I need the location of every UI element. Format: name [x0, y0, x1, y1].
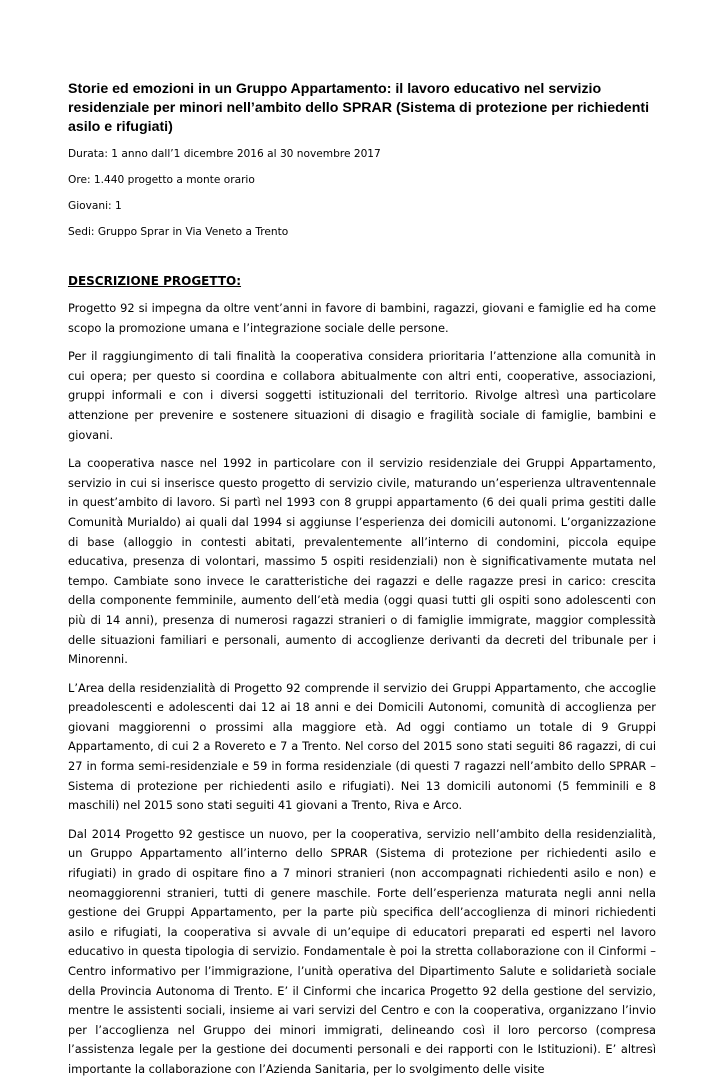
paragraph-3: La cooperativa nasce nel 1992 in particolare con il servizio residenziale dei Gruppi Appartamento, servizio in cui si inserisce questo progetto di servizio civile, maturando un’esperienza ultraventennale in quest’ambito di lavoro. Si partì nel 1993 con 8 gruppi appartamento (6 dei quali prima gestiti dalle Comunità Murialdo) ai quali dal 1994 si aggiunse l’esperienza dei domicili autonomi. L’organizzazione di base (alloggio in contesti abitati, prevalentemente all’interno di condomini, piccola equipe educativa, presenza di volontari, massimo 5 ospiti residenziali) non è significativamente mutata nel tempo. Cambiate sono invece le caratteristiche dei ragazzi e delle ragazze presi in carico: crescita della componente femminile, aumento dell’età media (oggi quasi tutti gli ospiti sono adolescenti con più di 14 anni), presenza di numerosi ragazzi stranieri o di famiglie immigrate, maggior complessità delle situazioni familiari e personali, aumento di accoglienze derivanti da decreti del tribunale per i Minorenni.	[68, 456, 656, 667]
section-heading-descrizione: DESCRIZIONE PROGETTO:	[68, 274, 242, 288]
document-title: Storie ed emozioni in un Gruppo Appartamento: il lavoro educativo nel servizio residenziale per minori nell’ambito dello SPRAR (Sistema di protezione per richiedenti asilo e rifugiati)	[68, 81, 650, 135]
meta-sedi: Sedi: Gruppo Sprar in Via Veneto a Trento	[68, 226, 289, 238]
paragraph-4: L’Area della residenzialità di Progetto 92 comprende il servizio dei Gruppi Appartamento, che accoglie preadolescenti e adolescenti dai 12 ai 18 anni e dei Domicili Autonomi, comunità di accoglienza per giovani maggiorenni o prossimi alla maggiore età. Ad oggi contiamo un totale di 9 Gruppi Appartamento, di cui 2 a Rovereto e 7 a Trento. Nel corso del 2015 sono stati seguiti 86 ragazzi, di cui 27 in forma semi-residenziale e 59 in forma residenziale (di questi 7 ragazzi nell’ambito dello SPRAR – Sistema di protezione per richiedenti asilo e rifugiati). Nei 13 domicili autonomi (5 femminili e 8 maschili) nel 2015 sono stati seguiti 41 giovani a Trento, Riva e Arco.	[68, 680, 656, 813]
paragraph-1: Progetto 92 si impegna da oltre vent’anni in favore di bambini, ragazzi, giovani e famiglie ed ha come scopo la promozione umana e l’integrazione sociale delle persone.	[68, 301, 656, 335]
meta-durata: Durata: 1 anno dall’1 dicembre 2016 al 30 novembre 2017	[68, 148, 381, 160]
paragraph-2: Per il raggiungimento di tali finalità la cooperativa considera prioritaria l’attenzione alla comunità in cui opera; per questo si coordina e collabora abitualmente con altri enti, cooperative, associazioni, gruppi informali e con i diversi soggetti istituzionali del territorio. Rivolge altresì una particolare attenzione per prevenire e sostenere situazioni di disagio e fragilità sociale di famiglie, bambini e giovani.	[68, 349, 656, 442]
paragraph-5: Dal 2014 Progetto 92 gestisce un nuovo, per la cooperativa, servizio nell’ambito della residenzialità, un Gruppo Appartamento all’interno dello SPRAR (Sistema di protezione per richiedenti asilo e rifugiati) in grado di ospitare fino a 7 minori stranieri (non accompagnati richiedenti asilo e non) e neomaggiorenni stranieri, tutti di genere maschile. Forte dell’esperienza maturata negli anni nella gestione dei Gruppi Appartamento, per la parte più specifica dell’accoglienza di minori richiedenti asilo e rifugiati, la cooperativa si avvale di un’equipe di educatori preparati ed esperti nel lavoro educativo in questa tipologia di servizio. Fondamentale è poi la stretta collaborazione con il Cinformi – Centro informativo per l’immigrazione, l’unità operativa del Dipartimento Salute e solidarietà sociale della Provincia Autonoma di Trento. E’ il Cinformi che incarica Progetto 92 della gestione del servizio, mentre le assistenti sociali, insieme ai vari servizi del Centro e con la cooperativa, organizzano l’invio per l’accoglienza nel Gruppo dei minori immigrati, delineando così il loro percorso (compresa l’assistenza legale per la gestione dei documenti personali e dei rapporti con le Istituzioni). E’ altresì importante la collaborazione con l’Azienda Sanitaria, per lo svolgimento delle visite	[68, 826, 656, 1076]
meta-giovani: Giovani: 1	[68, 200, 122, 212]
meta-ore: Ore: 1.440 progetto a monte orario	[68, 174, 255, 186]
